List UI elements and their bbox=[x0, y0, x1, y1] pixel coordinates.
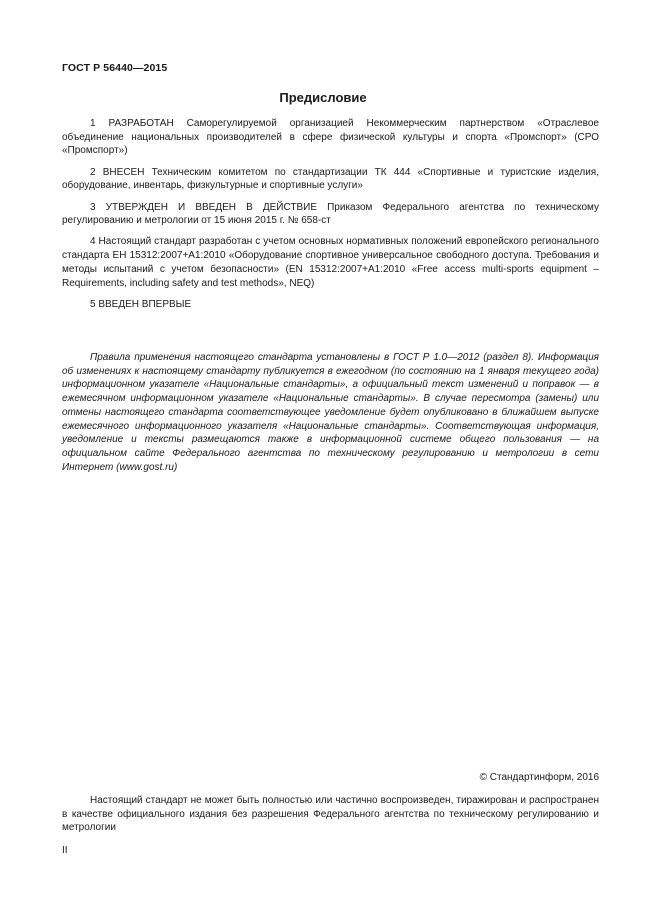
foreword-item-4: 4 Настоящий стандарт разработан с учетом основных нормативных положений европейского регионального стандарта ЕН 15312:2007+А1:2010 «Оборудование спортивное универсальное свободного доступа. Требования и методы испытаний с учетом безопасности» (EN 15312:2007+A1:2010 «Free access multi-sports equipment – Requirements, including safety and test methods», NEQ) bbox=[62, 236, 599, 289]
foreword-body bbox=[62, 117, 599, 319]
page-number: II bbox=[62, 845, 68, 856]
copyright-line: © Стандартинформ, 2016 bbox=[479, 772, 599, 783]
page-title: Предисловие bbox=[279, 90, 367, 105]
reproduction-notice: Настоящий стандарт не может быть полностью или частично воспроизведен, тиражирован и распространен в качестве официального издания без разрешения Федерального агентства по техническому регулированию и метрологии bbox=[62, 795, 599, 834]
standard-code: ГОСТ Р 56440—2015 bbox=[62, 62, 168, 74]
foreword-item-2: 2 ВНЕСЕН Техническим комитетом по стандартизации ТК 444 «Спортивные и туристские изделия, оборудование, инвентарь, физкультурные и спортивные услуги» bbox=[62, 166, 599, 192]
foreword-item-3: 3 УТВЕРЖДЕН И ВВЕДЕН В ДЕЙСТВИЕ Приказом Федерального агентства по техническому регулированию и метрологии от 15 июня 2015 г. № 658-ст bbox=[62, 201, 599, 227]
foreword-item-5: 5 ВВЕДЕН ВПЕРВЫЕ bbox=[90, 298, 192, 310]
foreword-item-1: 1 РАЗРАБОТАН Саморегулируемой организацией Некоммерческим партнерством «Отраслевое объединение национальных производителей в сфере физической культуры и спорта «Промспорт» (СРО «Промспорт») bbox=[62, 118, 599, 157]
application-rules-notice: Правила применения настоящего стандарта установлены в ГОСТ Р 1.0—2012 (раздел 8). Информация об изменениях к настоящему стандарту публикуется в ежегодном (по состоянию на 1 января текущего года) информационном указателе «Национальные стандарты», а официальный текст изменений и поправок — в ежемесячном информационном указателе «Национальные стандарты». В случае пересмотра (замены) или отмены настоящего стандарта соответствующее уведомление будет опубликовано в ближайшем выпуске ежемесячного информационного указателя «Национальные стандарты». Соответствующая информация, уведомление и тексты размещаются также в информационной системе общего пользования — на официальном сайте Федерального агентства по техническому регулированию и метрологии в сети Интернет (www.gost.ru) bbox=[62, 352, 599, 473]
